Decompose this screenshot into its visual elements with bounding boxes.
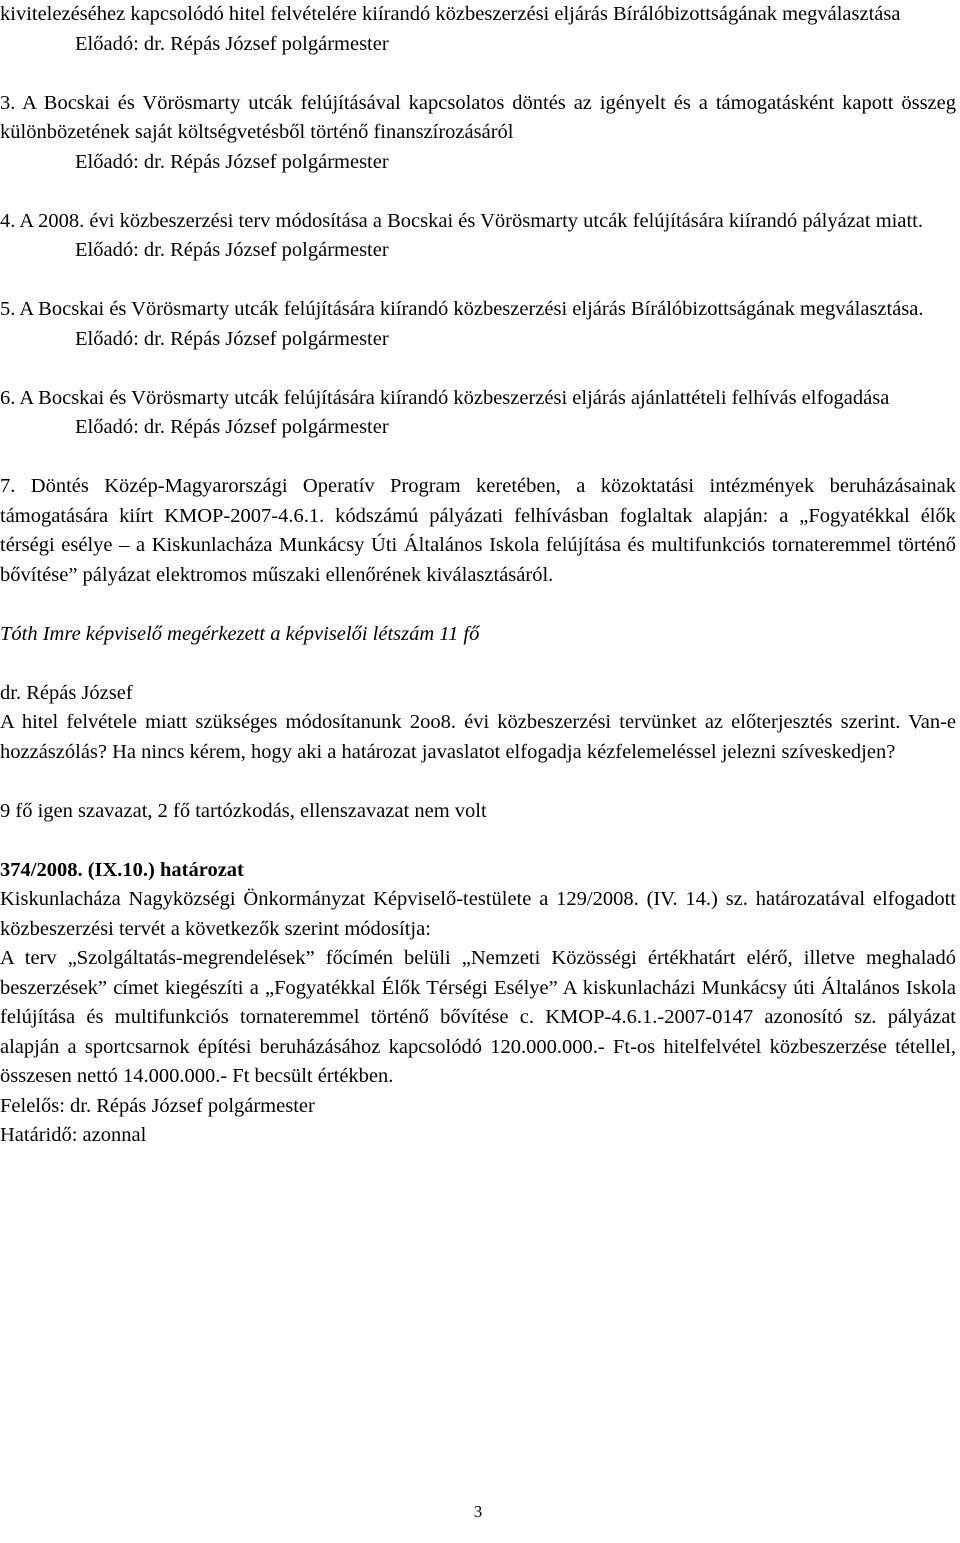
presenter-line: Előadó: dr. Répás József polgármester <box>75 32 389 55</box>
page-number: 3 <box>473 1502 483 1521</box>
vote-result: 9 fő igen szavazat, 2 fő tartózkodás, ellenszavazat nem volt <box>0 799 487 822</box>
presenter-line: Előadó: dr. Répás József polgármester <box>75 239 389 261</box>
spacer <box>0 649 956 679</box>
agenda-item-6: 6. A Bocskai és Vörösmarty utcák felújítására kiírandó közbeszerzési eljárás ajánlattételi felhívás elfogadása <box>0 386 890 409</box>
agenda-item-3: 3. A Bocskai és Vörösmarty utcák felújításával kapcsolatos döntés az igényelt és a támogatásként kapott összeg különbözetének saját költségvetésből történő finanszírozásáról <box>0 91 956 143</box>
spacer <box>0 354 956 384</box>
deadline-line: Határidő: azonnal <box>0 1124 147 1146</box>
spacer <box>0 443 956 473</box>
agenda-item-continuation: kivitelezéséhez kapcsolódó hitel felvételére kiírandó közbeszerzési eljárás Bírálóbizottságának megválasztása <box>0 3 901 25</box>
speaker-name: dr. Répás József <box>0 681 133 704</box>
agenda-item-5: 5. A Bocskai és Vörösmarty utcák felújítására kiírandó közbeszerzési eljárás Bírálóbizottságának megválasztása. <box>0 298 924 320</box>
resolution-title: 374/2008. (IX.10.) határozat <box>0 858 244 881</box>
spacer <box>0 590 956 620</box>
presenter-line: Előadó: dr. Répás József polgármester <box>75 327 389 350</box>
arrival-note: Tóth Imre képviselő megérkezett a képviselői létszám 11 fő <box>0 622 480 645</box>
spacer <box>0 177 956 207</box>
presenter-line: Előadó: dr. Répás József polgármester <box>75 416 389 438</box>
spacer <box>0 266 956 296</box>
resolution-intro: Kiskunlacháza Nagyközségi Önkormányzat Képviselő-testülete a 129/2008. (IV. 14.) sz. határozatával elfogadott közbeszerzési tervét a következők szerint módosítja: <box>0 888 956 940</box>
spacer <box>0 59 956 89</box>
responsible-line: Felelős: dr. Répás József polgármester <box>0 1094 315 1117</box>
agenda-item-4: 4. A 2008. évi közbeszerzési terv módosítása a Bocskai és Vörösmarty utcák felújítására kiírandó pályázat miatt. <box>0 209 923 232</box>
spacer <box>0 767 956 797</box>
agenda-item-7: 7. Döntés Közép-Magyarországi Operatív Program keretében, a közoktatási intézmények beruházásainak támogatására kiírt KMOP-2007-4.6.1. kódszámú pályázati felhívásban foglaltak alapján: a „Fogyatékkal élők térségi esélye – a Kiskunlacháza Munkácsy Úti Általános Iskola felújítása és multifunkciós tornateremmel történő bővítése” pályázat elektromos műszaki ellenőrének kiválasztásáról. <box>0 475 956 586</box>
speech-text: A hitel felvétele miatt szükséges módosítanunk 2oo8. évi közbeszerzési tervünket az előterjesztés szerint. Van-e hozzászólás? Ha nincs kérem, hogy aki a határozat javaslatot elfogadja kézfelemeléssel jelezni szíveskedjen? <box>0 711 956 763</box>
presenter-line: Előadó: dr. Répás József polgármester <box>75 150 389 173</box>
resolution-body: A terv „Szolgáltatás-megrendelések” főcímén belüli „Nemzeti Közösségi értékhatárt elérő, illetve meghaladó beszerzések” címet kiegészíti a „Fogyatékkal Élők Térségi Esélye” A kiskunlacházi Munkácsy úti Általános Iskola felújítása és multifunkciós tornateremmel történő bővítése c. KMOP-4.6.1.-2007-0147 azonosító sz. pályázat alapján a sportcsarnok építési beruházásához kapcsolódó 120.000.000.- Ft-os hitelfelvétel közbeszerzése tétellel, összesen nettó 14.000.000.- Ft becsült értékben. <box>0 947 956 1087</box>
spacer <box>0 826 956 856</box>
